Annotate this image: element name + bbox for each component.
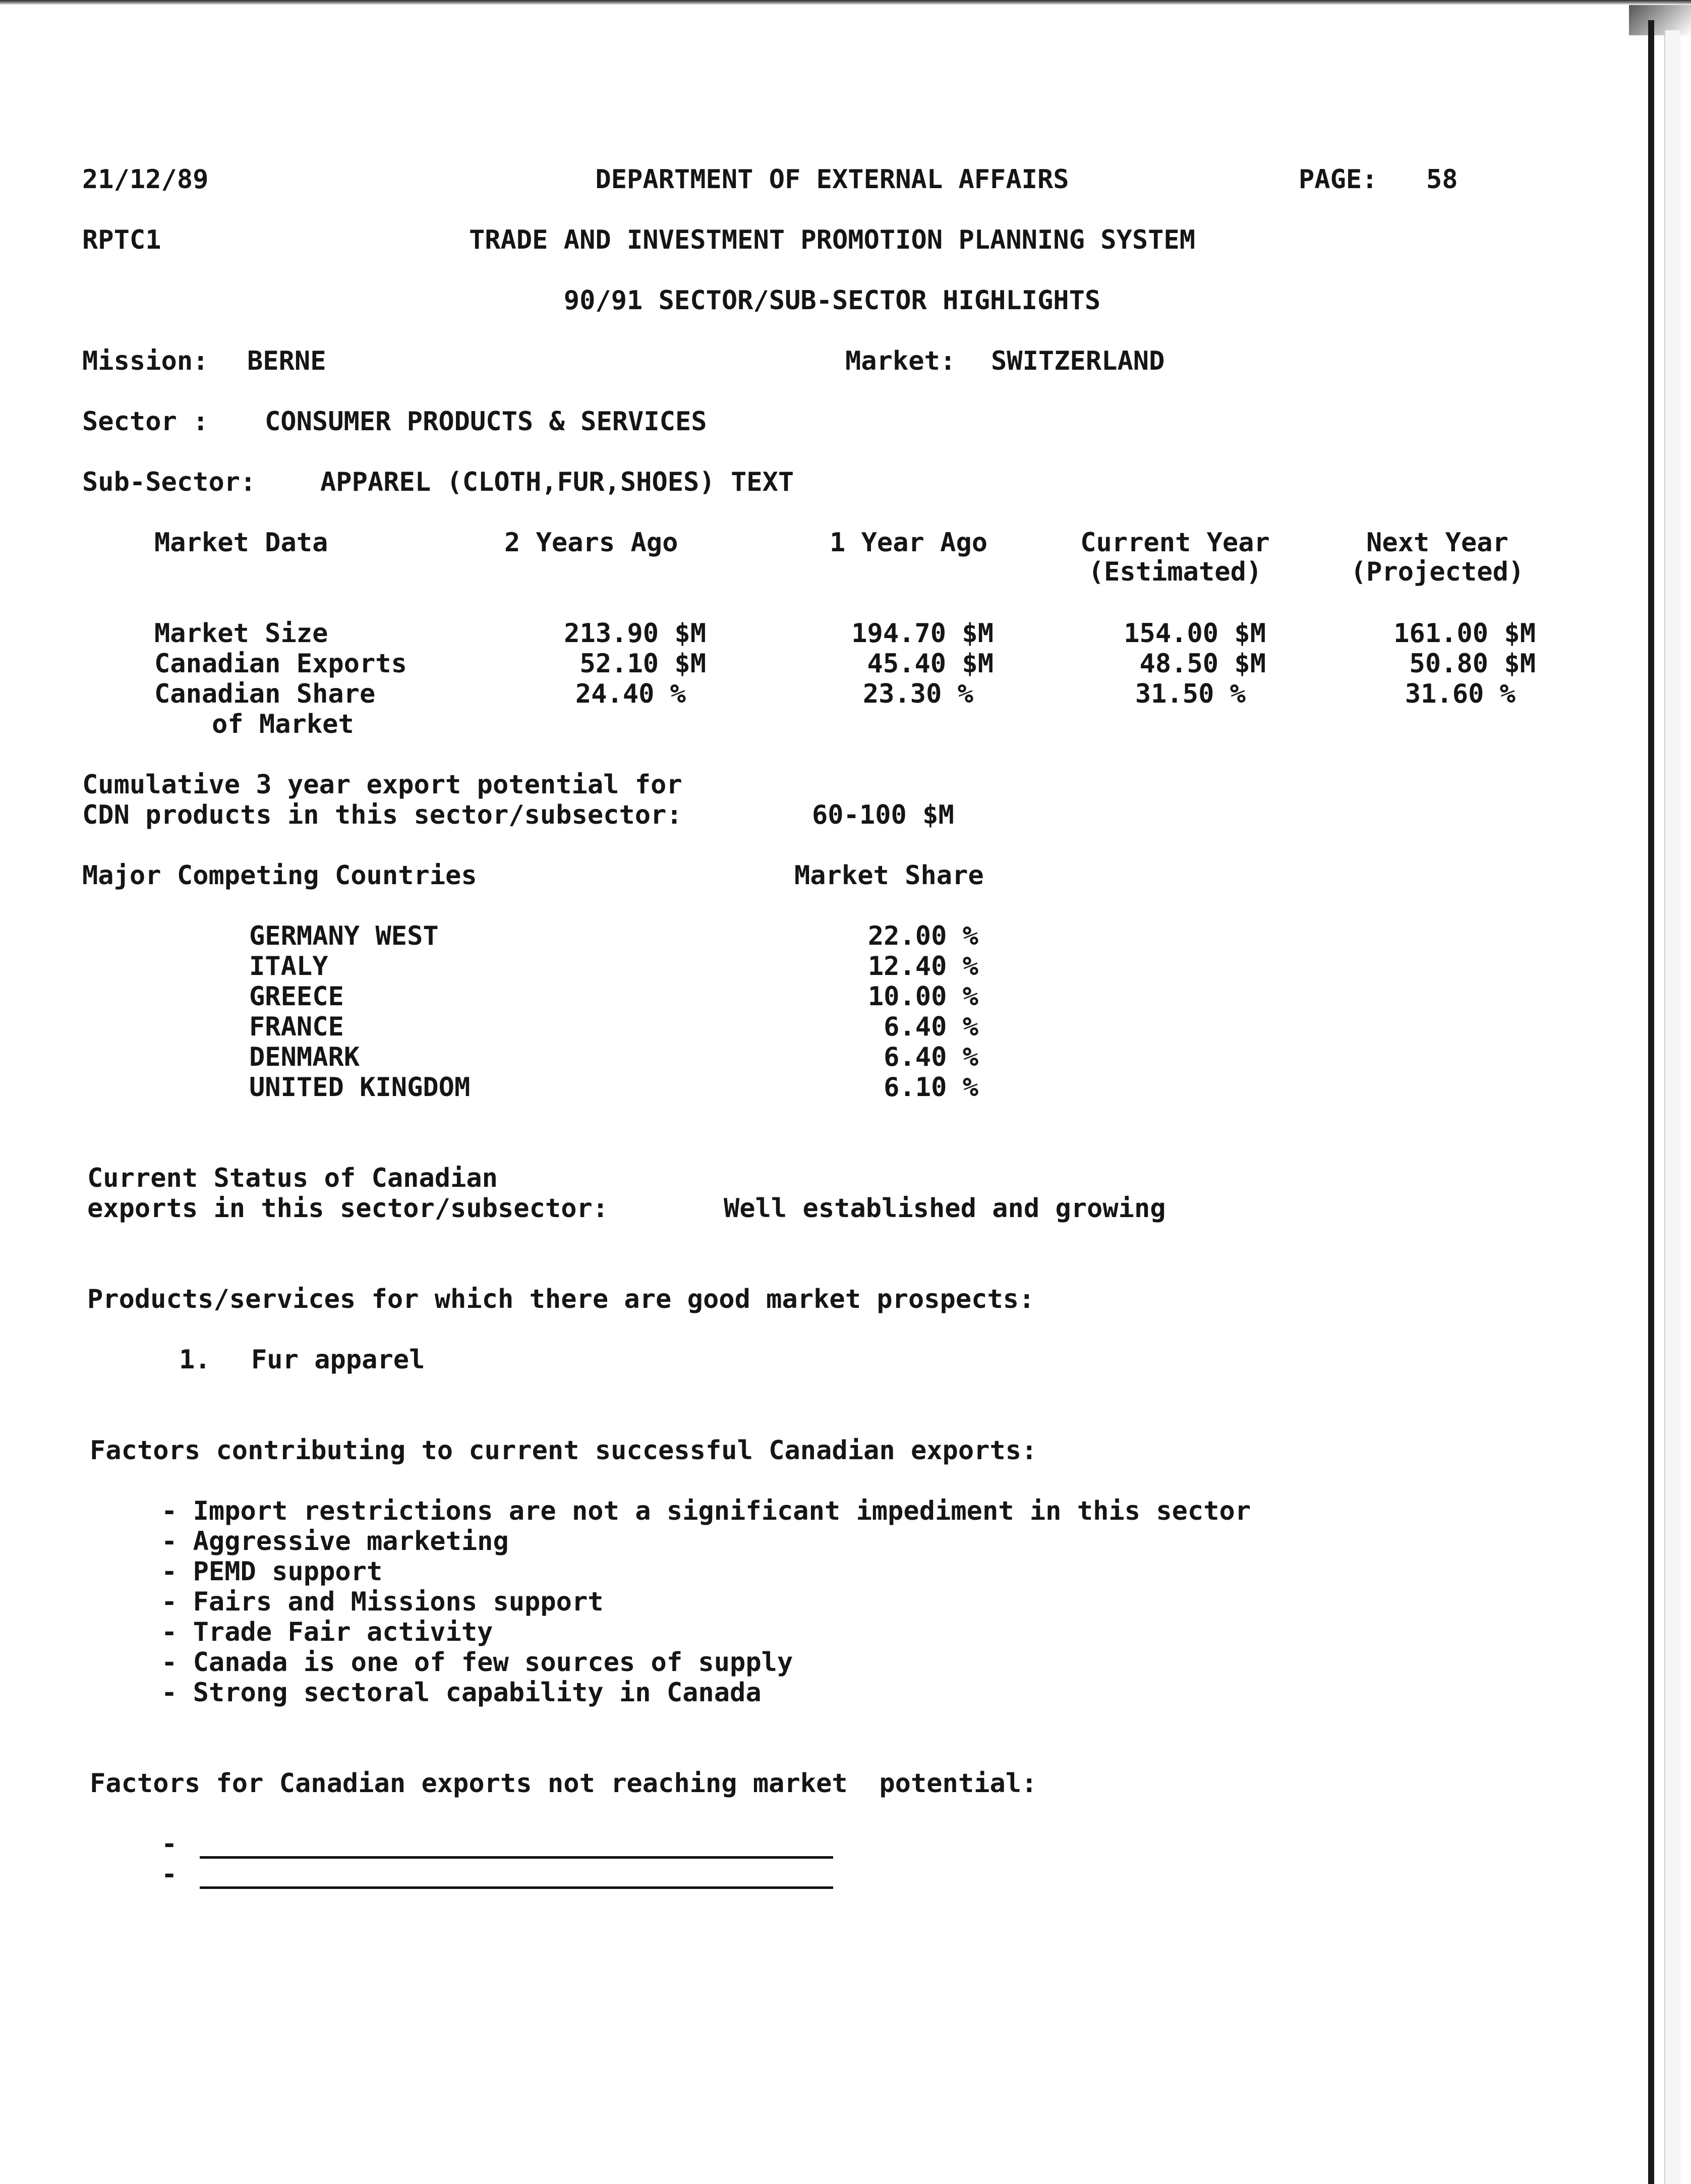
success-factor-item: - Fairs and Missions support <box>161 1587 604 1617</box>
subsector-label: Sub-Sector: <box>82 467 256 497</box>
prospects-header: Products/services for which there are good market prospects: <box>87 1284 1035 1314</box>
success-factor-item: - Trade Fair activity <box>161 1617 493 1647</box>
cell-share-1y: 23.30 % <box>862 679 973 709</box>
report-title: 90/91 SECTOR/SUB-SECTOR HIGHLIGHTS <box>563 285 1101 316</box>
potential-line-1: Cumulative 3 year export potential for <box>82 770 682 800</box>
cell-share-next: 31.60 % <box>1405 679 1515 709</box>
barrier-factors-header: Factors for Canadian exports not reaching market potential: <box>90 1768 1037 1799</box>
scan-edge-right <box>1648 20 1654 2184</box>
competitor-country: GERMANY WEST <box>249 921 439 951</box>
table-header-label: Market Data <box>154 528 328 558</box>
success-factor-item: - Import restrictions are not a significant impediment in this sector <box>161 1496 1251 1526</box>
competitor-share: 12.40 % <box>867 951 978 982</box>
page-label: PAGE: <box>1299 164 1378 195</box>
row-label-market-size: Market Size <box>154 618 328 649</box>
cell-market-size-current: 154.00 $M <box>1124 618 1266 649</box>
cell-market-size-next: 161.00 $M <box>1393 618 1536 649</box>
competitor-share: 6.40 % <box>884 1012 978 1042</box>
scan-edge-margin <box>1664 30 1680 2184</box>
market-share-header: Market Share <box>794 860 984 891</box>
table-subheader-estimated: (Estimated) <box>1088 557 1262 587</box>
prospect-number: 1. <box>179 1345 211 1375</box>
success-factor-item: - PEMD support <box>161 1557 383 1587</box>
subsector-value: APPAREL (CLOTH,FUR,SHOES) TEXT <box>320 467 794 497</box>
blank-answer-line-2 <box>200 1886 833 1889</box>
success-factor-item: - Aggressive marketing <box>161 1526 509 1557</box>
row-label-canadian-exports: Canadian Exports <box>154 649 407 679</box>
table-header-next-year: Next Year <box>1366 528 1508 558</box>
cell-exports-next: 50.80 $M <box>1409 649 1536 679</box>
status-value: Well established and growing <box>724 1193 1166 1224</box>
cell-market-size-1y: 194.70 $M <box>851 618 994 649</box>
cell-share-2y: 24.40 % <box>575 679 686 709</box>
cell-exports-1y: 45.40 $M <box>867 649 994 679</box>
cell-exports-current: 48.50 $M <box>1139 649 1266 679</box>
system-name: TRADE AND INVESTMENT PROMOTION PLANNING SYSTEM <box>469 225 1196 255</box>
success-factors-header: Factors contributing to current successful Canadian exports: <box>90 1435 1037 1466</box>
row-label-of-market: of Market <box>212 709 354 739</box>
potential-line-2: CDN products in this sector/subsector: <box>82 800 682 830</box>
status-line-2: exports in this sector/subsector: <box>87 1193 609 1224</box>
competitor-country: ITALY <box>249 951 328 982</box>
scan-edge-top <box>0 0 1691 5</box>
mission-label: Mission: <box>82 346 209 376</box>
barrier-bullet-2: - <box>161 1859 178 1889</box>
cell-exports-2y: 52.10 $M <box>579 649 706 679</box>
page-number: 58 <box>1426 164 1458 195</box>
table-header-1-year: 1 Year Ago <box>830 528 988 558</box>
competitor-share: 22.00 % <box>867 921 978 951</box>
success-factor-item: - Strong sectoral capability in Canada <box>161 1678 762 1708</box>
row-label-canadian-share: Canadian Share <box>154 679 376 709</box>
market-value: SWITZERLAND <box>991 346 1165 376</box>
cell-share-current: 31.50 % <box>1135 679 1246 709</box>
cell-market-size-2y: 213.90 $M <box>564 618 706 649</box>
competitor-country: GREECE <box>249 982 344 1012</box>
competitor-share: 6.40 % <box>884 1042 978 1072</box>
market-label: Market: <box>845 346 956 376</box>
report-date: 21/12/89 <box>82 164 209 195</box>
barrier-bullet-1: - <box>161 1829 178 1859</box>
table-header-current-year: Current Year <box>1080 528 1270 558</box>
scan-corner <box>1629 5 1691 35</box>
success-factor-item: - Canada is one of few sources of supply <box>161 1647 793 1678</box>
potential-value: 60-100 $M <box>812 800 954 830</box>
competitor-country: FRANCE <box>249 1012 344 1042</box>
mission-value: BERNE <box>247 346 326 376</box>
competitors-header: Major Competing Countries <box>82 860 477 891</box>
sector-value: CONSUMER PRODUCTS & SERVICES <box>265 407 707 437</box>
competitor-country: UNITED KINGDOM <box>249 1072 471 1103</box>
competitor-country: DENMARK <box>249 1042 360 1072</box>
table-header-2-years: 2 Years Ago <box>504 528 678 558</box>
prospect-text: Fur apparel <box>251 1345 425 1375</box>
blank-answer-line-1 <box>200 1856 833 1859</box>
report-code: RPTC1 <box>82 225 161 255</box>
competitor-share: 6.10 % <box>884 1072 978 1103</box>
sector-label: Sector : <box>82 407 209 437</box>
table-subheader-projected: (Projected) <box>1350 557 1525 587</box>
status-line-1: Current Status of Canadian <box>87 1163 498 1193</box>
competitor-share: 10.00 % <box>867 982 978 1012</box>
department-name: DEPARTMENT OF EXTERNAL AFFAIRS <box>595 164 1069 195</box>
